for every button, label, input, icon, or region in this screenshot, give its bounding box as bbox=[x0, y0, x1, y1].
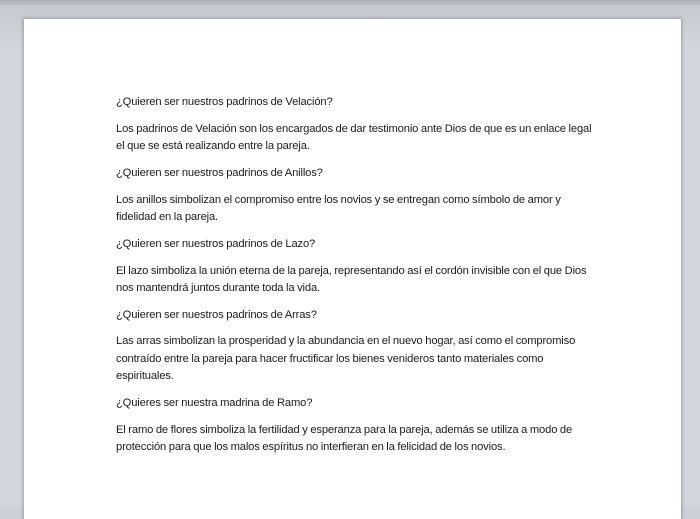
text-line: El ramo de flores simboliza la fertilidad y esperanza para la pareja, además se utiliza a modo de bbox=[116, 423, 573, 436]
paragraph-ramo bbox=[116, 422, 596, 457]
text-line: Los padrinos de Velación son los encargados de dar testimonio ante Dios de que es un enlace legal bbox=[116, 122, 592, 135]
heading-velacion bbox=[116, 94, 596, 111]
text-line: espirituales. bbox=[116, 370, 174, 383]
heading-text: ¿Quieren ser nuestros padrinos de Lazo? bbox=[116, 237, 316, 250]
heading-lazo bbox=[116, 236, 596, 253]
text-line: contraído entre la pareja para hacer fructificar los bienes venideros tanto materiales como bbox=[116, 352, 544, 365]
text-line: protección para que los malos espíritus no interfieran en la felicidad de los novios. bbox=[116, 440, 506, 453]
document-page[interactable] bbox=[24, 19, 681, 519]
heading-text: ¿Quieren ser nuestros padrinos de Anillos? bbox=[116, 166, 323, 179]
text-line: Las arras simbolizan la prosperidad y la abundancia en el nuevo hogar, así como el compromiso bbox=[116, 335, 576, 348]
heading-text: ¿Quieren ser nuestros padrinos de Velación? bbox=[116, 96, 333, 108]
paragraph-anillos bbox=[116, 192, 596, 227]
text-line: El lazo simboliza la unión eterna de la pareja, representando así el cordón invisible con el que Dios bbox=[116, 264, 587, 277]
heading-ramo bbox=[116, 395, 596, 412]
heading-anillos bbox=[116, 165, 596, 182]
text-line: Los anillos simbolizan el compromiso entre los novios y se entregan como símbolo de amor y bbox=[116, 193, 561, 206]
paragraph-arras bbox=[116, 333, 596, 385]
text-line: el que se está realizando entre la pareja. bbox=[116, 140, 310, 153]
heading-arras bbox=[116, 307, 596, 324]
heading-text: ¿Quieres ser nuestra madrina de Ramo? bbox=[116, 396, 313, 409]
page-content bbox=[116, 94, 596, 466]
paragraph-lazo bbox=[116, 263, 596, 298]
text-line: nos mantendrá juntos durante toda la vida. bbox=[116, 281, 320, 294]
heading-text: ¿Quieren ser nuestros padrinos de Arras? bbox=[116, 308, 317, 321]
paragraph-velacion bbox=[116, 121, 596, 156]
text-line: fidelidad en la pareja. bbox=[116, 210, 219, 223]
